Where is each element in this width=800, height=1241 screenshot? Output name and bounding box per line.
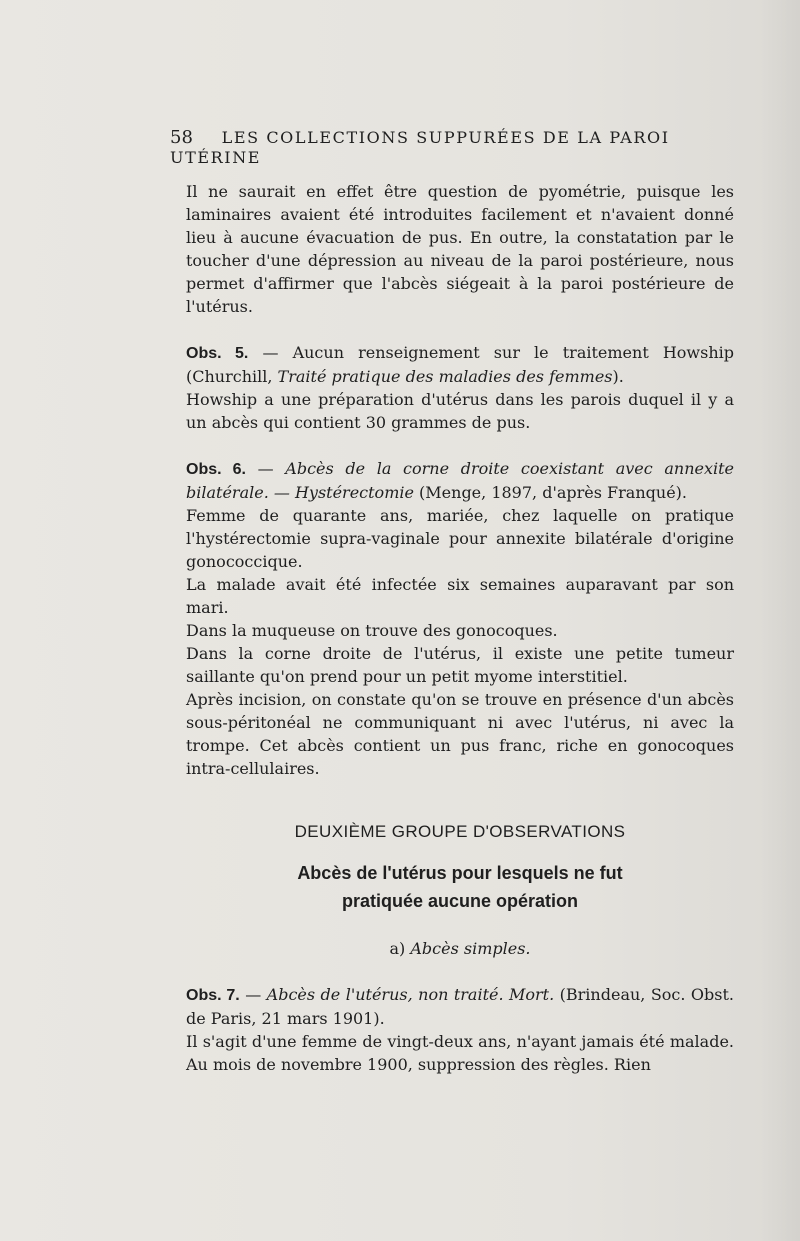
obs7-p1: Il s'agit d'une femme de vingt-deux ans, n'ayant jamais été malade. Au mois de novembre 1900, suppression des règles. Rien: [186, 1032, 734, 1074]
page-body: [186, 180, 734, 1076]
obs6-p5: Après incision, on constate qu'on se trouve en présence d'un abcès sous-péritonéal ne communiquant ni avec l'utérus, ni avec la trompe. Cet abcès contient un pus franc, riche en gonocoques intra-cellulaires.: [186, 690, 734, 778]
obs7-dash: —: [239, 985, 267, 1004]
obs6-source: (Menge, 1897, d'après Franqué).: [413, 483, 687, 502]
obs7-heading: [186, 983, 734, 1030]
section-heading: [186, 937, 734, 960]
obs6-heading: [186, 457, 734, 504]
running-title: LES COLLECTIONS SUPPURÉES DE LA PAROI UTÉRINE: [170, 128, 670, 167]
page-number: 58: [170, 127, 193, 148]
obs6-label: Obs. 6.: [186, 461, 246, 478]
group-subtitle: [186, 859, 734, 915]
obs6-p3: Dans la muqueuse on trouve des gonocoques.: [186, 621, 558, 640]
obs5-text: — Aucun renseignement sur le traitement Howship (Churchill,: [186, 343, 734, 386]
running-header: [170, 127, 730, 167]
group-title: DEUXIÈME GROUPE D'OBSERVATIONS: [294, 822, 626, 841]
obs6-title: Abcès de la corne droite coexistant avec annexite bilatérale. — Hystérectomie: [186, 459, 735, 502]
obs5-text-end: ).: [612, 367, 624, 386]
obs7-source: (Brindeau, Soc. Obst. de Paris, 21 mars 1901).: [186, 985, 735, 1028]
group-subtitle-line1: Abcès de l'utérus pour lesquels ne fut: [297, 863, 623, 883]
section-title: Abcès simples.: [410, 939, 531, 958]
obs5-paragraph: [186, 341, 734, 388]
group-subtitle-line2: pratiquée aucune opération: [341, 891, 579, 911]
obs7-title: Abcès de l'utérus, non traité. Mort.: [266, 985, 555, 1004]
obs5-detail: Howship a une préparation d'utérus dans les parois duquel il y a un abcès qui contient 30 grammes de pus.: [186, 390, 734, 432]
obs5-book-title: Traité pratique des maladies des femmes: [277, 367, 613, 386]
obs5-label: Obs. 5.: [186, 345, 249, 362]
page-edge-shadow: [760, 0, 800, 1241]
section-letter: a): [389, 939, 406, 958]
obs7-label: Obs. 7.: [186, 987, 240, 1004]
obs6-p4: Dans la corne droite de l'utérus, il existe une petite tumeur saillante qu'on prend pour un petit myome interstitiel.: [186, 644, 734, 686]
obs6-dash: —: [245, 459, 286, 478]
intro-paragraph: Il ne saurait en effet être question de pyométrie, puisque les laminaires avaient été introduites facilement et n'avaient donné lieu à aucune évacuation de pus. En outre, la constatation par le toucher d'une dépression au niveau de la paroi postérieure, nous permet d'affirmer que l'abcès siégeait à la paroi postérieure de l'utérus.: [186, 182, 734, 316]
obs6-p2: La malade avait été infectée six semaines auparavant par son mari.: [186, 575, 734, 617]
obs6-p1: Femme de quarante ans, mariée, chez laquelle on pratique l'hystérectomie supra-vaginale pour annexite bilatérale d'origine gonococcique.: [186, 506, 734, 571]
